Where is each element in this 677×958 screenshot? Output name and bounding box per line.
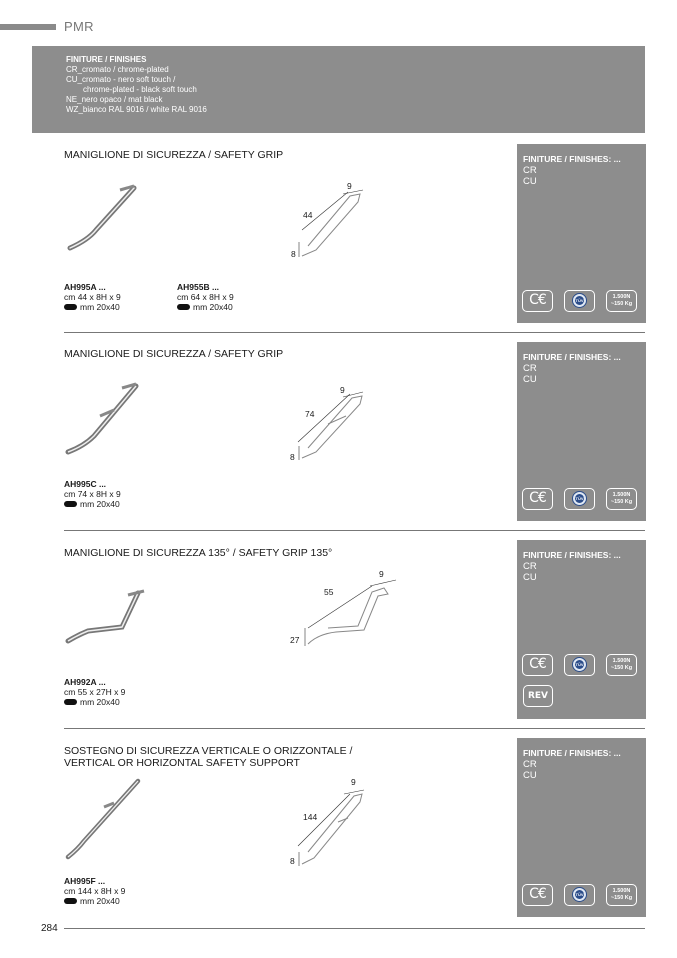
load-rating-badge: 1.500N ~150 Kg <box>606 488 637 510</box>
product-title: MANIGLIONE DI SICUREZZA / SAFETY GRIP <box>64 348 284 360</box>
finishes-sidebox <box>517 144 646 323</box>
page-number: 284 <box>41 923 58 934</box>
finish-line-cu-en: chrome-plated - black soft touch <box>83 85 197 94</box>
product-photo-grip <box>64 180 144 260</box>
dim-length: 74 <box>305 409 315 419</box>
ce-mark-icon: C€ <box>522 654 553 676</box>
tube-size: mm 20x40 <box>80 302 120 312</box>
finish-cu: CU <box>523 572 537 583</box>
sidebox-title: FINITURE / FINISHES: ... <box>523 352 621 362</box>
finish-cr: CR <box>523 759 537 770</box>
ce-mark-icon: C€ <box>522 884 553 906</box>
dim-width: 9 <box>340 385 345 395</box>
finishes-sidebox <box>517 342 646 521</box>
product-size: cm 44 x 8H x 9 <box>64 292 121 302</box>
dimension-drawing <box>288 780 378 870</box>
tube-size: mm 20x40 <box>193 302 233 312</box>
product-code: AH992A ... <box>64 677 106 687</box>
product-size: cm 64 x 8H x 9 <box>177 292 234 302</box>
tube-size: mm 20x40 <box>80 896 120 906</box>
product-code: AH955B ... <box>177 282 220 292</box>
product-code-block <box>64 876 125 906</box>
product-code-block <box>64 282 121 312</box>
finish-cu: CU <box>523 770 537 781</box>
finish-cr: CR <box>523 165 537 176</box>
dim-width: 9 <box>379 569 384 579</box>
product-size: cm 144 x 8H x 9 <box>64 886 126 896</box>
product-title: MANIGLIONE DI SICUREZZA 135° / SAFETY GRIP 135° <box>64 547 333 559</box>
section-divider <box>64 332 645 333</box>
product-title: MANIGLIONE DI SICUREZZA / SAFETY GRIP <box>64 149 284 161</box>
tube-size: mm 20x40 <box>80 499 120 509</box>
dim-height: 8 <box>290 452 295 462</box>
dim-height: 8 <box>291 249 296 259</box>
product-code-block <box>64 677 125 707</box>
dim-width: 9 <box>351 777 356 787</box>
dim-width: 9 <box>347 181 352 191</box>
finish-cr: CR <box>523 561 537 572</box>
tube-section-icon <box>64 699 77 705</box>
product-code-block <box>64 479 121 509</box>
dimension-drawing <box>288 380 378 465</box>
tube-size: mm 20x40 <box>80 697 120 707</box>
section-label: PMR <box>64 19 94 34</box>
dim-height: 8 <box>290 856 295 866</box>
finish-cr: CR <box>523 363 537 374</box>
product-size: cm 74 x 8H x 9 <box>64 489 121 499</box>
product-photo-grip <box>64 380 144 460</box>
finishes-sidebox <box>517 738 646 917</box>
tube-section-icon <box>64 501 77 507</box>
sidebox-title: FINITURE / FINISHES: ... <box>523 748 621 758</box>
section-divider <box>64 728 645 729</box>
section-divider <box>64 530 645 531</box>
load-rating-badge: 1.500N ~150 Kg <box>606 884 637 906</box>
product-code: AH995A ... <box>64 282 106 292</box>
load-rating-badge: 1.500N ~150 Kg <box>606 654 637 676</box>
finish-line-ne: NE_nero opaco / mat black <box>66 95 163 104</box>
finishes-title: FINITURE / FINISHES <box>66 55 147 64</box>
finishes-sidebox <box>517 540 646 719</box>
product-code-block <box>177 282 234 312</box>
product-photo-grip-135 <box>64 585 154 655</box>
tube-section-icon <box>64 304 77 310</box>
product-code: AH995C ... <box>64 479 107 489</box>
rev-badge-icon: REV <box>523 685 553 707</box>
product-photo-support <box>64 775 144 865</box>
finish-cu: CU <box>523 176 537 187</box>
product-size: cm 55 x 27H x 9 <box>64 687 126 697</box>
dim-length: 144 <box>303 812 318 822</box>
finish-line-wz: WZ_bianco RAL 9016 / white RAL 9016 <box>66 105 207 114</box>
sidebox-title: FINITURE / FINISHES: ... <box>523 154 621 164</box>
tuv-icon: TÜV <box>564 654 595 676</box>
finish-line-cu: CU_cromato - nero soft touch / <box>66 75 176 84</box>
sidebox-title: FINITURE / FINISHES: ... <box>523 550 621 560</box>
product-title-line2: VERTICAL OR HORIZONTAL SAFETY SUPPORT <box>64 757 300 769</box>
product-code: AH995F ... <box>64 876 106 886</box>
header-bar <box>0 24 56 30</box>
finish-line-cr: CR_cromato / chrome-plated <box>66 65 169 74</box>
finish-cu: CU <box>523 374 537 385</box>
tube-section-icon <box>64 898 77 904</box>
dimension-drawing <box>288 180 378 265</box>
tuv-icon: TÜV <box>564 290 595 312</box>
product-title-line1: SOSTEGNO DI SICUREZZA VERTICALE O ORIZZONTALE / <box>64 745 353 757</box>
ce-mark-icon: C€ <box>522 488 553 510</box>
tube-section-icon <box>177 304 190 310</box>
ce-mark-icon: C€ <box>522 290 553 312</box>
dim-height: 27 <box>290 635 300 645</box>
load-rating-badge: 1.500N ~150 Kg <box>606 290 637 312</box>
finishes-legend <box>32 46 645 133</box>
tuv-icon: TÜV <box>564 488 595 510</box>
tuv-icon: TÜV <box>564 884 595 906</box>
footer-rule <box>64 928 645 929</box>
dim-length: 55 <box>324 587 334 597</box>
dim-length: 44 <box>303 210 313 220</box>
dimension-drawing <box>288 570 398 655</box>
